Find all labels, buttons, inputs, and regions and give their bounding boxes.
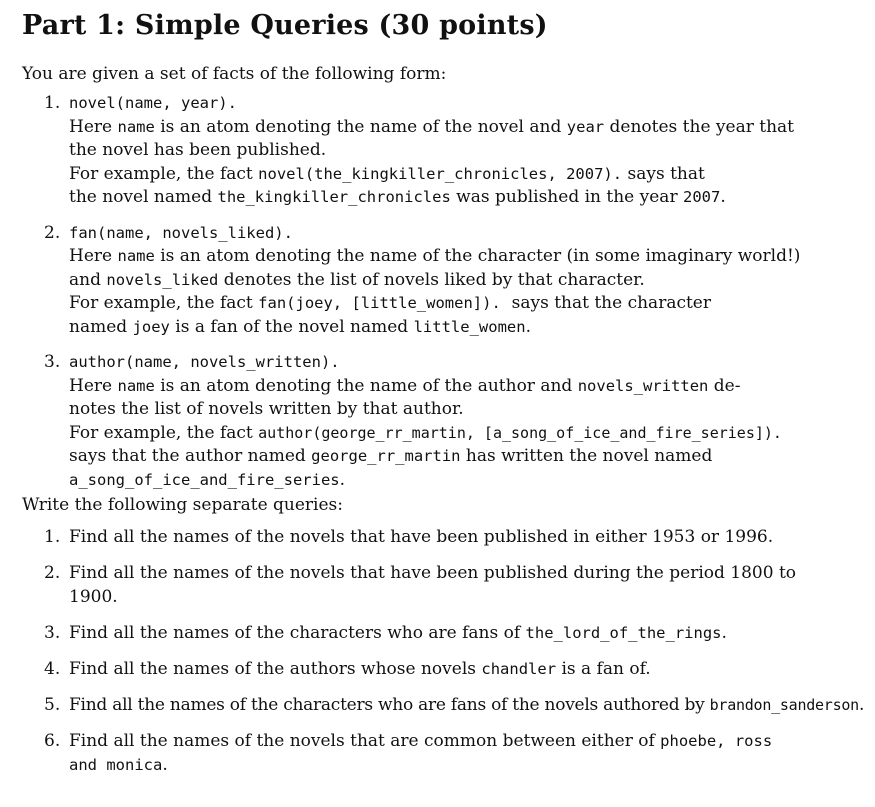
fact-number: 3. bbox=[44, 352, 61, 372]
fact-example-line: For example, the fact author(george_rr_martin, [a_song_of_ice_and_fire_series]). bbox=[69, 422, 782, 443]
query-text: Find all the names of the novels that have been published in either 1953 or 1996. bbox=[69, 527, 774, 547]
code-term: george_rr_martin bbox=[311, 447, 461, 465]
code-term: chandler bbox=[481, 660, 557, 678]
fact-description-line: Here name is an atom denoting the name of the author and novels_written de- bbox=[69, 375, 741, 396]
code-term: fan(joey, [little_women]). bbox=[258, 294, 501, 312]
code-term: the_kingkiller_chronicles bbox=[217, 188, 451, 206]
section-title: Part 1: Simple Queries (30 points) bbox=[22, 10, 548, 41]
fact-description-line: the novel has been published. bbox=[69, 140, 327, 160]
fact-example-line: For example, the fact novel(the_kingkiller_chronicles, 2007). says that bbox=[69, 163, 705, 184]
code-term: name bbox=[117, 117, 155, 136]
fact-description-line: Here name is an atom denoting the name of the character (in some imaginary world!) bbox=[69, 246, 801, 266]
code-term: novels_written bbox=[577, 376, 709, 395]
query-text: Find all the names of the authors whose novels chandler is a fan of. bbox=[69, 659, 651, 679]
query-number: 6. bbox=[44, 731, 61, 751]
fact-example-line: named joey is a fan of the novel named little_women. bbox=[69, 316, 531, 337]
document-page bbox=[22, 8, 867, 777]
query-item bbox=[22, 621, 867, 645]
fact-description-line: Here name is an atom denoting the name of the novel and year denotes the year that bbox=[69, 116, 794, 137]
code-term: novels_liked bbox=[106, 270, 219, 289]
code-term: name bbox=[117, 247, 155, 265]
code-term: little_women bbox=[413, 317, 526, 336]
query-number: 4. bbox=[44, 659, 61, 679]
fact-example-line: the novel named the_kingkiller_chronicles was published in the year 2007. bbox=[69, 187, 726, 207]
query-item bbox=[22, 693, 867, 717]
facts-list bbox=[22, 92, 867, 492]
code-term: novel(the_kingkiller_chronicles, 2007). bbox=[258, 164, 623, 183]
fact-item bbox=[22, 351, 867, 492]
query-text: Find all the names of the characters who are fans of the_lord_of_the_rings. bbox=[69, 623, 727, 643]
code-term: phoebe, ross bbox=[660, 732, 773, 750]
fact-example-line: For example, the fact fan(joey, [little_women]). says that the character bbox=[69, 293, 711, 313]
code-term: name bbox=[117, 376, 155, 395]
query-number: 2. bbox=[44, 563, 61, 583]
query-text: Find all the names of the novels that are common between either of phoebe, ross bbox=[69, 731, 773, 751]
code-term: author(george_rr_martin, [a_song_of_ice_and_fire_series]). bbox=[258, 423, 782, 442]
fact-number: 1. bbox=[44, 93, 61, 113]
code-term: a_song_of_ice_and_fire_series bbox=[69, 470, 340, 489]
query-text: 1900. bbox=[69, 587, 118, 607]
query-item bbox=[22, 729, 867, 777]
query-item bbox=[22, 561, 867, 609]
code-term: joey bbox=[132, 317, 170, 336]
fact-signature: fan(name, novels_liked). bbox=[69, 223, 293, 242]
query-item bbox=[22, 657, 867, 681]
fact-example-line: says that the author named george_rr_martin has written the novel named bbox=[69, 446, 713, 466]
fact-description-line: notes the list of novels written by that author. bbox=[69, 399, 464, 419]
code-term: year bbox=[566, 117, 605, 136]
code-term: 2007 bbox=[682, 188, 721, 206]
code-term: brandon_sanderson bbox=[709, 696, 859, 714]
query-text: and monica. bbox=[69, 755, 168, 775]
query-text: Find all the names of the novels that have been published during the period 1800 to bbox=[69, 563, 797, 583]
queries-list bbox=[22, 525, 867, 777]
fact-signature: novel(name, year). bbox=[69, 94, 237, 112]
code-term: the_lord_of_the_rings bbox=[525, 624, 722, 642]
query-text: Find all the names of the characters who are fans of the novels authored by brandon_sanderson. bbox=[69, 695, 865, 715]
code-term: and monica bbox=[69, 756, 163, 774]
query-number: 1. bbox=[44, 527, 61, 547]
query-item bbox=[22, 525, 867, 549]
intro-text: You are given a set of facts of the following form: bbox=[22, 64, 447, 84]
fact-number: 2. bbox=[44, 222, 61, 243]
fact-item bbox=[22, 92, 867, 210]
fact-example-line: a_song_of_ice_and_fire_series. bbox=[69, 469, 346, 490]
query-number: 5. bbox=[44, 695, 61, 715]
fact-description-line: and novels_liked denotes the list of novels liked by that character. bbox=[69, 269, 645, 290]
fact-item bbox=[22, 222, 867, 340]
queries-intro: Write the following separate queries: bbox=[22, 495, 343, 515]
query-number: 3. bbox=[44, 623, 61, 643]
fact-signature: author(name, novels_written). bbox=[69, 353, 340, 371]
